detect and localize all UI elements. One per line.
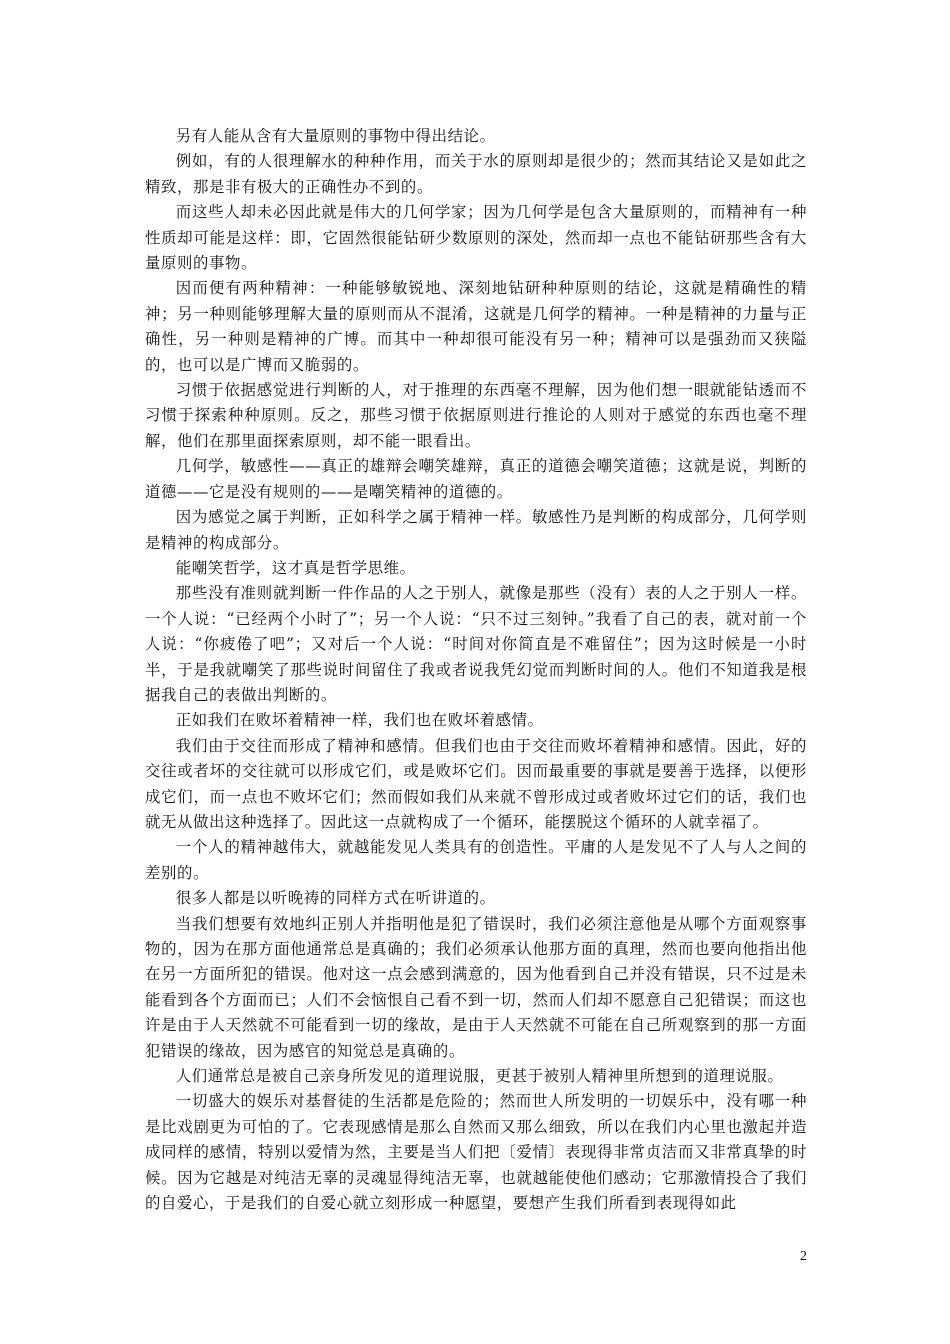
- paragraph: 几何学，敏感性——真正的雄辩会嘲笑雄辩，真正的道德会嘲笑道德；这就是说，判断的道德——它是没有规则的——是嘲笑精神的道德的。: [145, 457, 807, 501]
- paragraph: 一个人的精神越伟大，就越能发见人类具有的创造性。平庸的人是发见不了人与人之间的差别的。: [145, 838, 807, 882]
- paragraph: 例如，有的人很理解水的种种作用，而关于水的原则却是很少的；然而其结论又是如此之精致，那是非有极大的正确性办不到的。: [145, 152, 807, 196]
- paragraph: 而这些人却未必因此就是伟大的几何学家；因为几何学是包含大量原则的，而精神有一种性质却可能是这样：即，它固然很能钻研少数原则的深处，然而却一点也不能钻研那些含有大量原则的事物。: [145, 203, 807, 273]
- paragraph: 因而便有两种精神：一种能够敏锐地、深刻地钻研种种原则的结论，这就是精确性的精神；另一种则能够理解大量的原则而从不混淆，这就是几何学的精神。一种是精神的力量与正确性，另一种则是精神的广博。而其中一种却很可能没有另一种；精神可以是强劲而又狭隘的，也可以是广博而又脆弱的。: [145, 279, 807, 374]
- paragraph: 那些没有准则就判断一件作品的人之于别人，就像是那些（没有）表的人之于别人一样。一个人说：“已经两个小时了”；另一个人说：“只不过三刻钟。”我看了自己的表，就对前一个人说：“你疲倦了吧”；又对后一个人说：“时间对你简直是不难留住”；因为这时候是一小时半，于是我就嘲笑了那些说时间留住了我或者说我凭幻觉而判断时间的人。他们不知道我是根据我自己的表做出判断的。: [145, 584, 807, 704]
- page-number: 2: [800, 1249, 807, 1264]
- paragraph: 正如我们在败坏着精神一样，我们也在败坏着感情。: [175, 711, 544, 730]
- paragraph: 习惯于依据感觉进行判断的人，对于推理的东西毫不理解，因为他们想一眼就能钻透而不习惯于探索种种原则。反之，那些习惯于依据原则进行推论的人则对于感觉的东西也毫不理解，他们在那里面探索原则，却不能一眼看出。: [145, 381, 807, 450]
- paragraph: 一切盛大的娱乐对基督徒的生活都是危险的；然而世人所发明的一切娱乐中，没有哪一种是比戏剧更为可怕的了。它表现感情是那么自然而又那么细致，所以在我们内心里也激起并造成同样的感情，特别以爱情为然，主要是当人们把〔爱情〕表现得非常贞洁而又非常真挚的时候。因为它越是对纯洁无辜的灵魂显得纯洁无辜，也就越能使他们感动；它那激情投合了我们的自爱心，于是我们的自爱心就立刻形成一种愿望，要想产生我们所看到表现得如此: [145, 1092, 807, 1213]
- paragraph: 能嘲笑哲学，这才真是哲学思维。: [175, 558, 416, 577]
- paragraph: 因为感觉之属于判断，正如科学之属于精神一样。敏感性乃是判断的构成部分，几何学则是精神的构成部分。: [145, 508, 807, 552]
- paragraph: 人们通常总是被自己亲身所发见的道理说服，更甚于被别人精神里所想到的道理说服。: [175, 1067, 784, 1086]
- paragraph: 我们由于交往而形成了精神和感情。但我们也由于交往而败坏着精神和感情。因此，好的交往或者坏的交往就可以形成它们，或是败坏它们。因而最重要的事就是要善于选择，以便形成它们，而一点也不败坏它们；然而假如我们从来就不曾形成过或者败坏过它们的话，我们也就无从做出这种选择了。因此这一点就构成了一个循环，能摆脱这个循环的人就幸福了。: [145, 736, 807, 831]
- paragraph: 很多人都是以听晚祷的同样方式在听讲道的。: [175, 889, 496, 908]
- paragraph: 当我们想要有效地纠正别人并指明他是犯了错误时，我们必须注意他是从哪个方面观察事物的，因为在那方面他通常总是真确的；我们必须承认他那方面的真理，然而也要向他指出他在另一方面所犯的错误。他对这一点会感到满意的，因为他看到自己并没有错误，只不过是未能看到各个方面而已；人们不会恼恨自己看不到一切，然而人们却不愿意自己犯错误；而这也许是由于人天然就不可能看到一切的缘故，是由于人天然就不可能在自己所观察到的那一方面犯错误的缘故，因为感官的知觉总是真确的。: [145, 914, 807, 1060]
- document-body: [145, 124, 807, 1216]
- paragraph: 另有人能从含有大量原则的事物中得出结论。: [175, 127, 496, 145]
